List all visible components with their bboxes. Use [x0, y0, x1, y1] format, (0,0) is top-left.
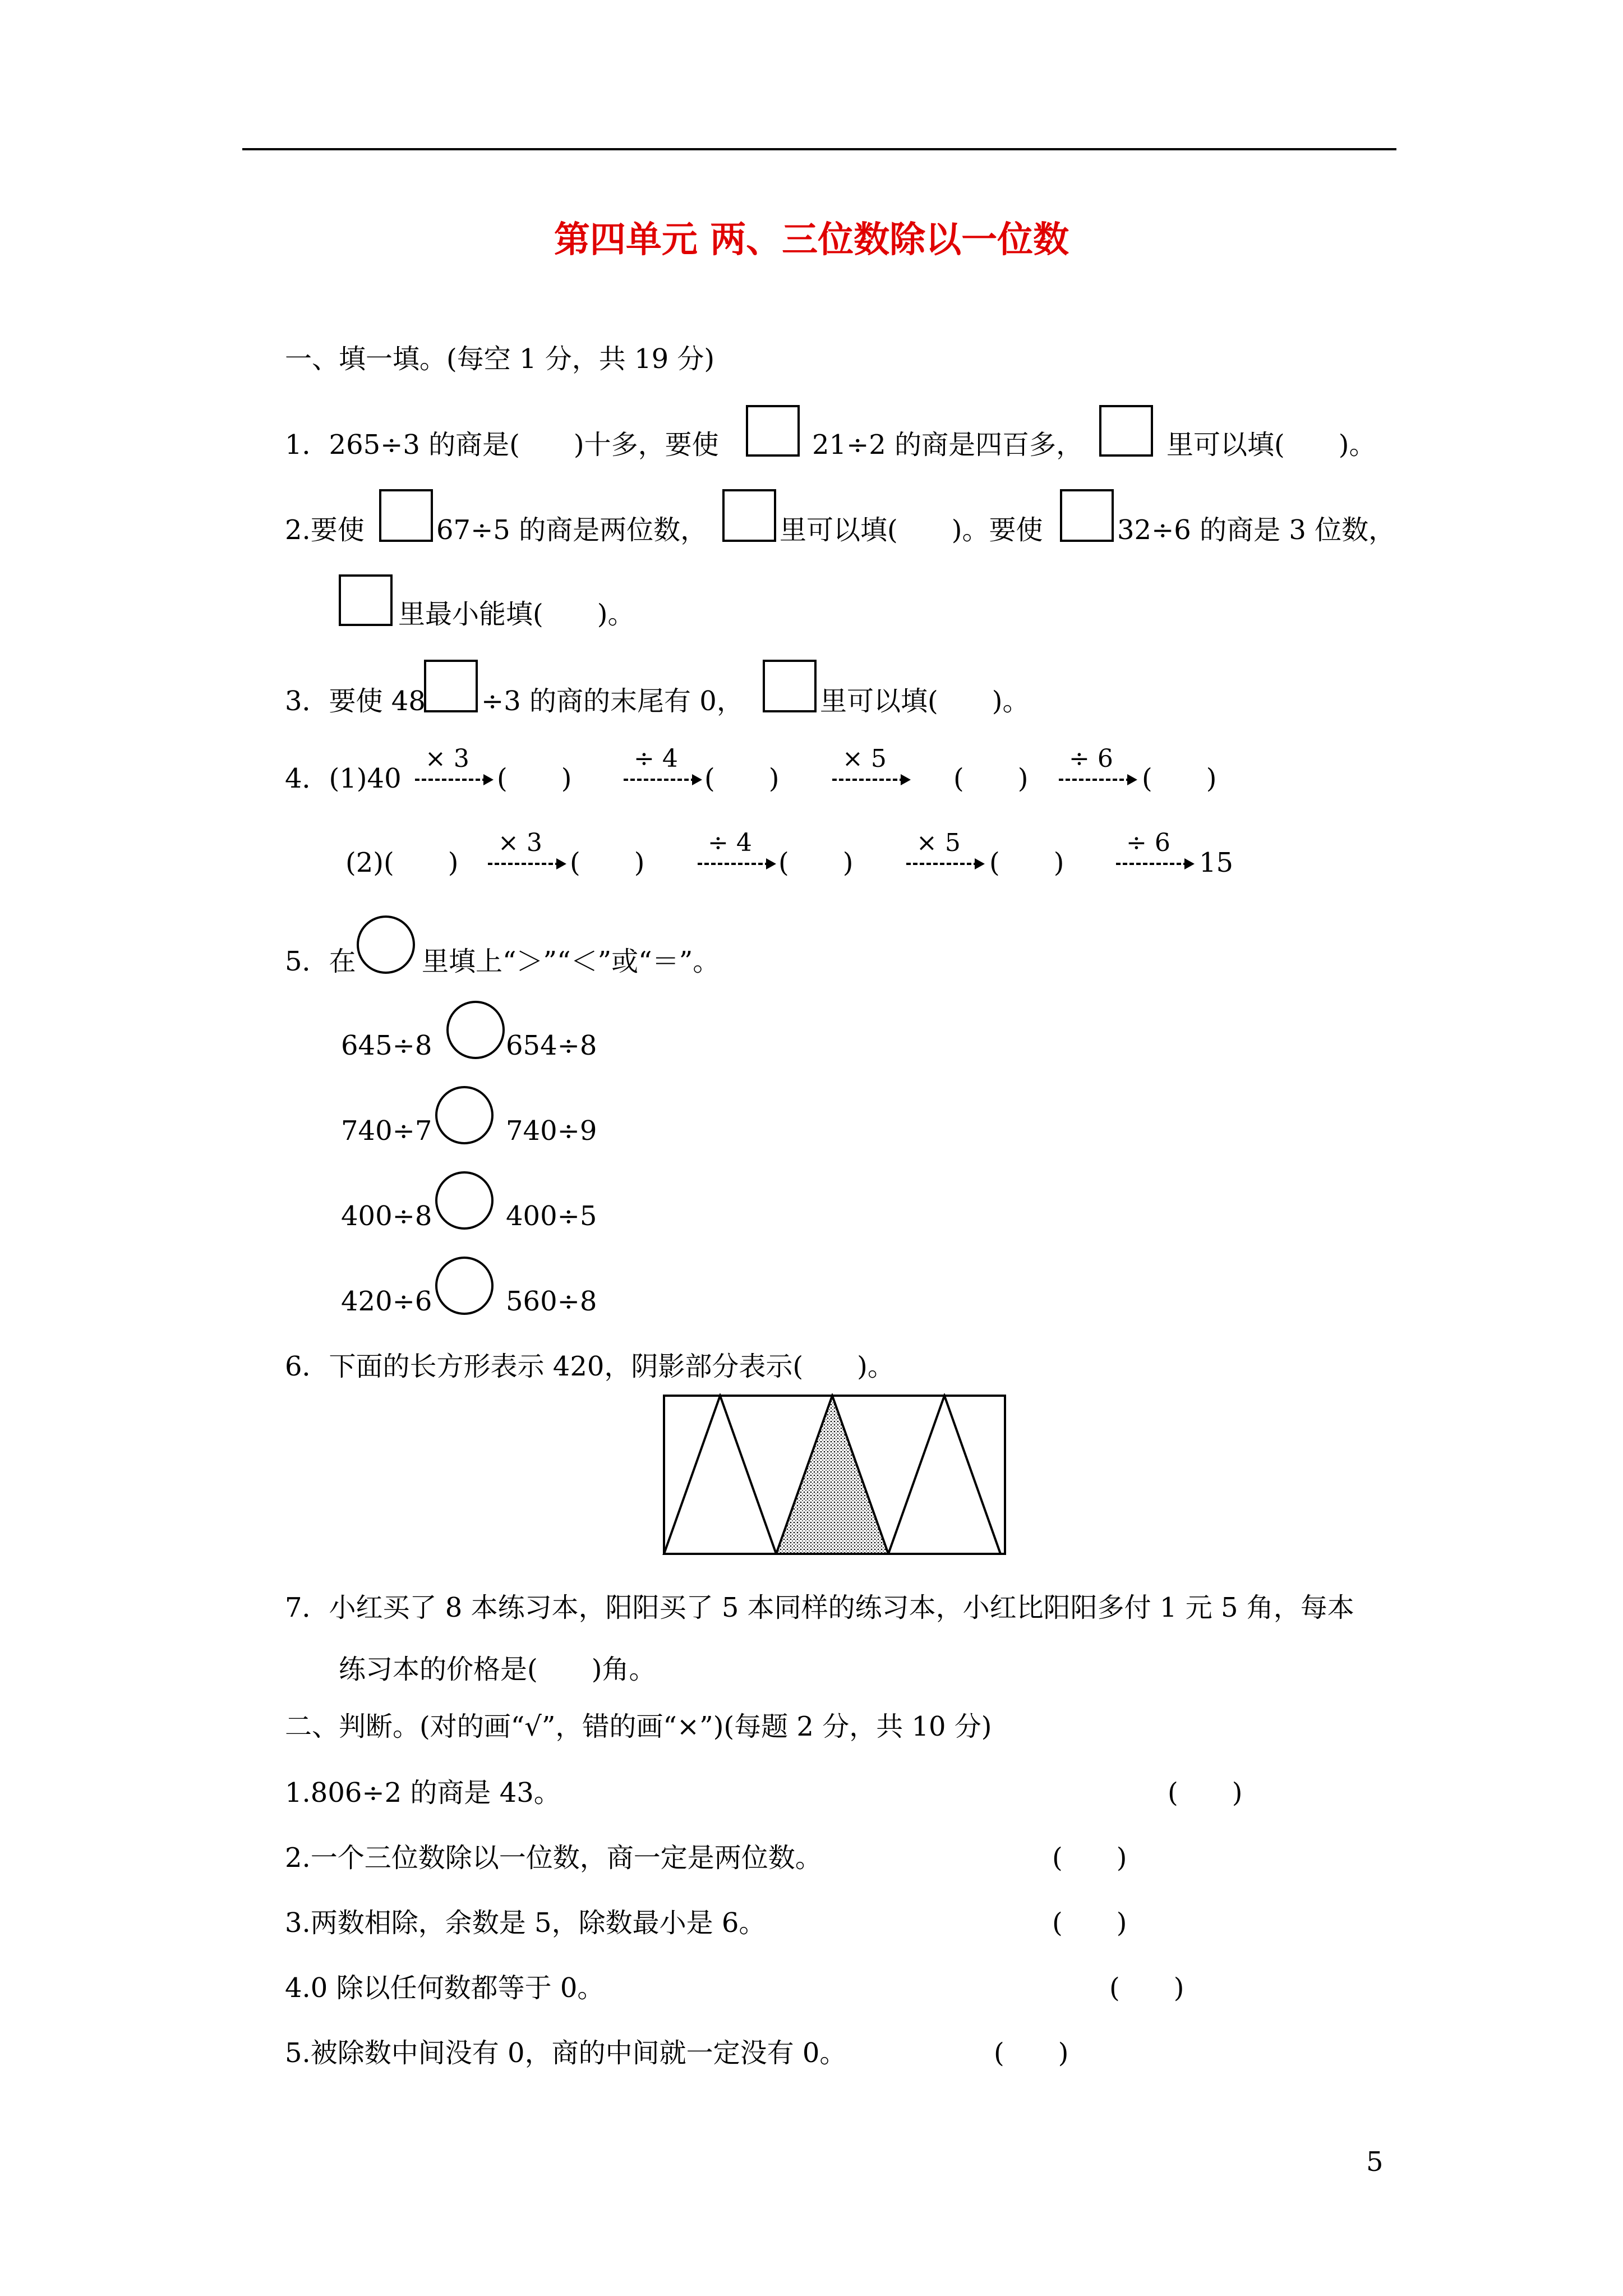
q4-row1-op-1: × 3 [425, 744, 469, 773]
judge-item-3: 3.两数相除，余数是 5，除数最小是 6。 [285, 1907, 766, 1939]
q4-row2-op-3: × 5 [916, 829, 961, 857]
q3-text-a: 3．要使 48 [285, 685, 426, 717]
q5-row2-circle[interactable] [435, 1086, 494, 1144]
q4-row2-arrow-3 [906, 829, 985, 876]
q2-blank-box-4[interactable] [339, 574, 393, 626]
q4-row1-arrow-2 [624, 744, 702, 792]
q4-row1-op-2: ÷ 4 [634, 744, 678, 773]
q4-row1-op-4: ÷ 6 [1069, 744, 1113, 773]
judge-item-2: 2.一个三位数除以一位数，商一定是两位数。 [285, 1842, 822, 1874]
q3-blank-box-2[interactable] [763, 660, 817, 712]
q4-row2-blank-2[interactable]: ( ) [778, 847, 854, 878]
q5-row1-right: 654÷8 [506, 1030, 597, 1061]
page-title: 第四单元 两、三位数除以一位数 [554, 219, 1069, 261]
q5-row3-right: 400÷5 [506, 1200, 597, 1232]
q3-text-c: 里可以填( )。 [820, 685, 1030, 717]
q2-text-c: 里可以填( )。要使 [780, 514, 1043, 546]
q5-row2-left: 740÷7 [341, 1115, 432, 1147]
q4-row2-label: (2)( ) [345, 847, 459, 878]
q1-text-c: 里可以填( )。 [1166, 429, 1376, 461]
q5-row4-right: 560÷8 [506, 1286, 597, 1317]
q4-row2-blank-1[interactable]: ( ) [570, 847, 645, 878]
q5-text-a: 5．在 [285, 946, 356, 977]
q4-row2-arrow-4 [1116, 829, 1195, 876]
q4-row1-label: 4．(1)40 [285, 763, 402, 794]
q4-row1-arrow-1 [415, 744, 494, 792]
q4-row1-arrow-3 [832, 744, 911, 792]
judge-answer-3[interactable]: ( ) [1052, 1907, 1127, 1939]
q2-text-e: 里最小能填( )。 [398, 599, 635, 630]
q6-text: 6．下面的长方形表示 420，阴影部分表示( )。 [285, 1351, 895, 1382]
page-number: 5 [1366, 2146, 1384, 2178]
judge-item-5: 5.被除数中间没有 0，商的中间就一定没有 0。 [285, 2037, 847, 2069]
q5-row3-left: 400÷8 [341, 1200, 432, 1232]
judge-answer-1[interactable]: ( ) [1168, 1777, 1243, 1809]
q1-text-b: 21÷2 的商是四百多， [812, 429, 1083, 461]
q5-row1-left: 645÷8 [341, 1030, 432, 1061]
section1-header: 一、填一填。(每空 1 分，共 19 分) [285, 343, 715, 375]
q4-row1-blank-1[interactable]: ( ) [497, 763, 572, 794]
q4-row2-result: 15 [1199, 847, 1234, 878]
q4-row1-blank-3[interactable]: ( ) [953, 763, 1029, 794]
q5-row3-circle[interactable] [435, 1171, 494, 1230]
q5-row4-circle[interactable] [435, 1257, 494, 1315]
q4-row2-op-1: × 3 [498, 829, 542, 857]
q7-line2: 练习本的价格是( )角。 [339, 1654, 656, 1685]
q2-text-a: 2.要使 [285, 514, 365, 546]
judge-item-1: 1.806÷2 的商是 43。 [285, 1777, 561, 1809]
section2-header: 二、判断。(对的画“√”，错的画“×”)(每题 2 分，共 10 分) [285, 1711, 992, 1742]
q1-blank-box-2[interactable] [1099, 405, 1153, 457]
q1-text-a: 1．265÷3 的商是( )十多，要使 [285, 429, 719, 461]
rectangle-triangle-figure [662, 1393, 1009, 1562]
q2-blank-box-1[interactable] [379, 489, 433, 542]
judge-answer-2[interactable]: ( ) [1052, 1842, 1127, 1874]
q2-blank-box-2[interactable] [722, 489, 776, 542]
q4-row2-blank-3[interactable]: ( ) [989, 847, 1064, 878]
q2-text-d: 32÷6 的商是 3 位数， [1117, 514, 1396, 546]
q4-row1-arrow-4 [1059, 744, 1137, 792]
q4-row1-blank-2[interactable]: ( ) [704, 763, 780, 794]
q5-text-b: 里填上“＞”“＜”或“＝”。 [422, 946, 720, 977]
judge-answer-4[interactable]: ( ) [1109, 1972, 1184, 2004]
q4-row1-blank-4[interactable]: ( ) [1142, 763, 1217, 794]
q5-row4-left: 420÷6 [341, 1286, 432, 1317]
judge-answer-5[interactable]: ( ) [994, 2037, 1069, 2069]
q2-blank-box-3[interactable] [1060, 489, 1114, 542]
q5-row2-right: 740÷9 [506, 1115, 597, 1147]
q7-line1: 7．小红买了 8 本练习本，阳阳买了 5 本同样的练习本，小红比阳阳多付 1 元 5 角，每本 [285, 1592, 1354, 1623]
q5-row1-circle[interactable] [446, 1001, 505, 1059]
q3-text-b: ÷3 的商的末尾有 0， [481, 685, 744, 717]
q4-row2-arrow-1 [488, 829, 566, 876]
q3-blank-box-1[interactable] [424, 660, 478, 712]
q4-row2-arrow-2 [698, 829, 776, 876]
q1-blank-box-1[interactable] [746, 405, 800, 457]
q4-row2-op-2: ÷ 4 [708, 829, 752, 857]
q4-row1-op-3: × 5 [842, 744, 887, 773]
q4-row2-op-4: ÷ 6 [1126, 829, 1170, 857]
judge-item-4: 4.0 除以任何数都等于 0。 [285, 1972, 605, 2004]
q5-compare-circle-example [357, 915, 415, 974]
header-rule [242, 148, 1396, 150]
q2-text-b: 67÷5 的商是两位数， [436, 514, 708, 546]
